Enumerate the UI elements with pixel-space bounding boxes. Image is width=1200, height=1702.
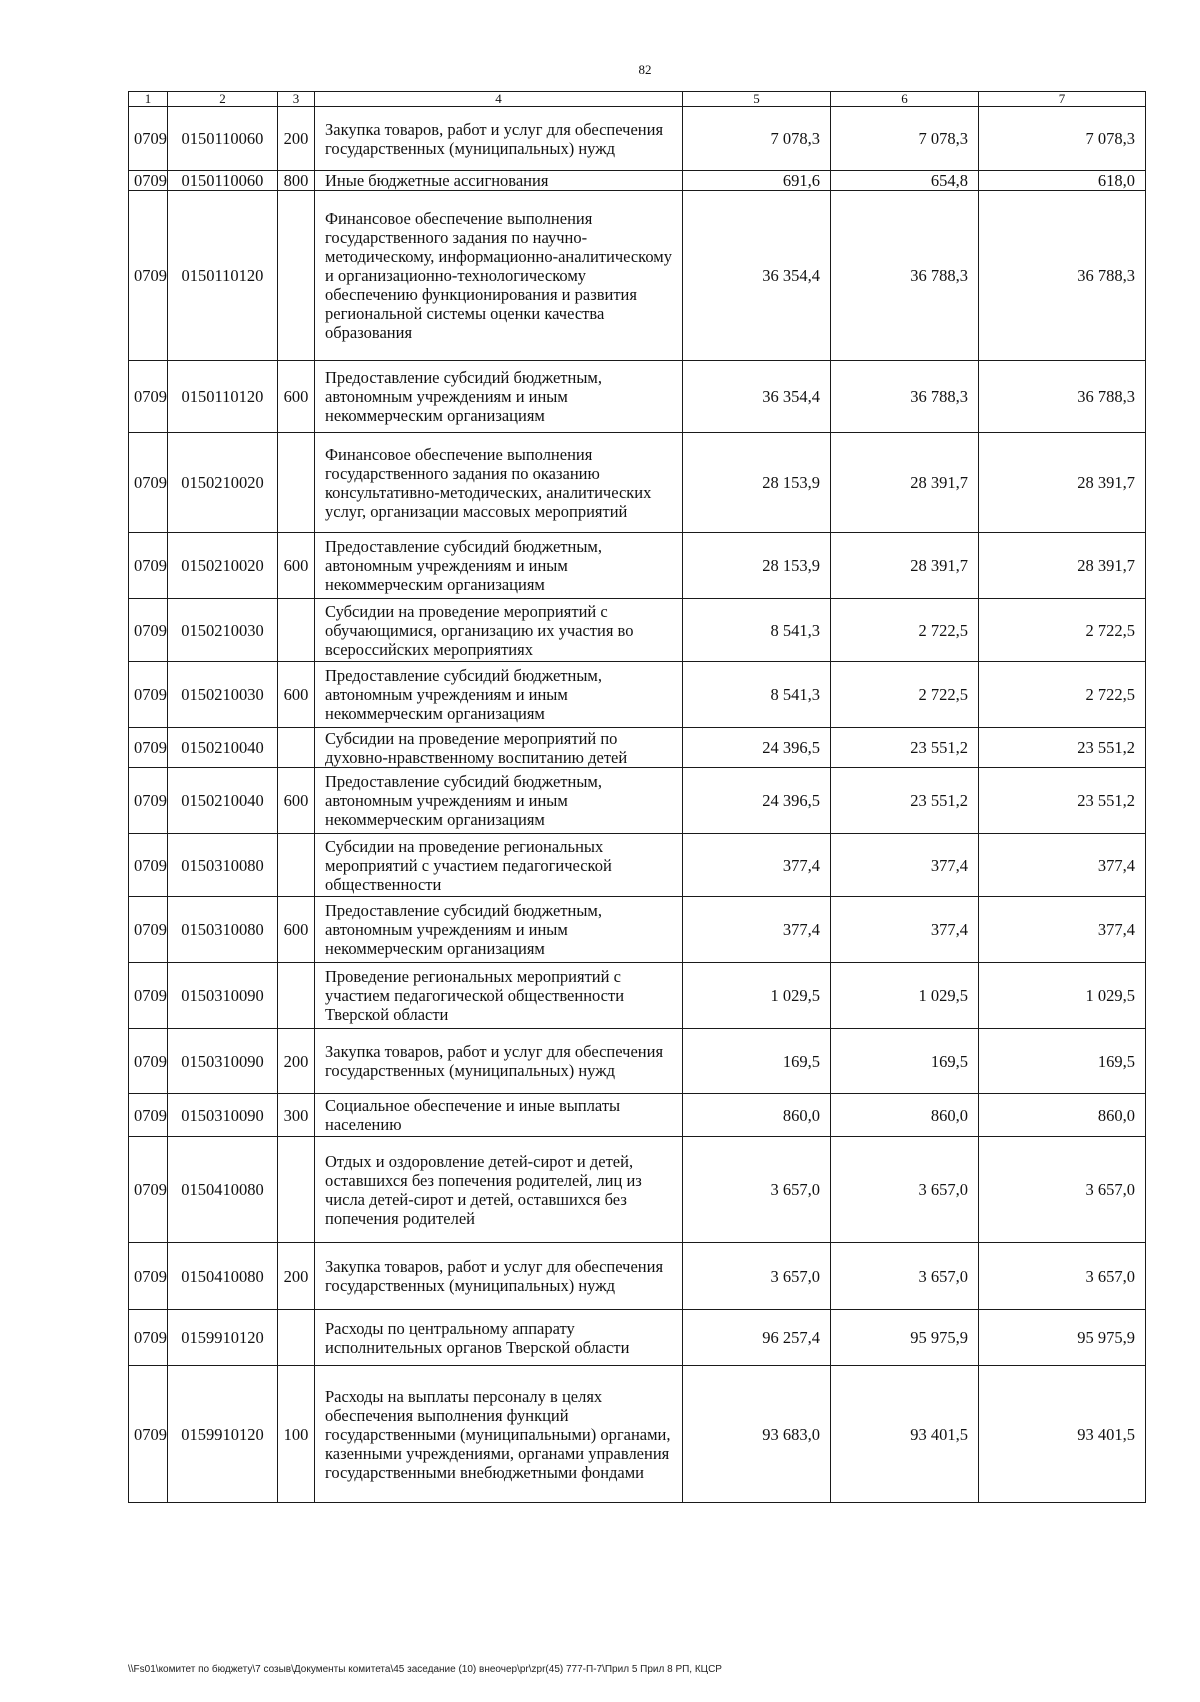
amount-year2-cell: 3 657,0 bbox=[831, 1243, 979, 1310]
table-row bbox=[129, 662, 1146, 728]
target-article-cell: 0150110060 bbox=[168, 171, 278, 191]
table-row bbox=[129, 1094, 1146, 1137]
amount-year3-cell: 23 551,2 bbox=[979, 768, 1146, 834]
section-code-cell: 0709 bbox=[129, 1137, 168, 1243]
amount-year2-cell: 23 551,2 bbox=[831, 768, 979, 834]
amount-year3-cell: 36 788,3 bbox=[979, 361, 1146, 433]
amount-year1-cell: 93 683,0 bbox=[683, 1366, 831, 1503]
section-code-cell: 0709 bbox=[129, 107, 168, 171]
amount-year2-cell: 3 657,0 bbox=[831, 1137, 979, 1243]
description-cell: Иные бюджетные ассигнования bbox=[315, 171, 683, 191]
amount-year3-cell: 1 029,5 bbox=[979, 963, 1146, 1029]
amount-year1-cell: 8 541,3 bbox=[683, 662, 831, 728]
amount-year2-cell: 654,8 bbox=[831, 171, 979, 191]
expense-type-cell: 200 bbox=[278, 1243, 315, 1310]
amount-year3-cell: 3 657,0 bbox=[979, 1243, 1146, 1310]
table-row bbox=[129, 361, 1146, 433]
amount-year3-cell: 3 657,0 bbox=[979, 1137, 1146, 1243]
expense-type-cell bbox=[278, 433, 315, 533]
table-row bbox=[129, 1029, 1146, 1094]
target-article-cell: 0150410080 bbox=[168, 1137, 278, 1243]
amount-year1-cell: 3 657,0 bbox=[683, 1137, 831, 1243]
expense-type-cell: 200 bbox=[278, 107, 315, 171]
expense-type-cell bbox=[278, 834, 315, 897]
description-cell: Финансовое обеспечение выполнения государственного задания по научно-методическому, информационно-аналитическому и организационно-технологическому обеспечению функционирования и развития региональной системы оценки качества образования bbox=[315, 191, 683, 361]
target-article-cell: 0150410080 bbox=[168, 1243, 278, 1310]
amount-year2-cell: 36 788,3 bbox=[831, 361, 979, 433]
section-code-cell: 0709 bbox=[129, 897, 168, 963]
amount-year3-cell: 93 401,5 bbox=[979, 1366, 1146, 1503]
amount-year2-cell: 2 722,5 bbox=[831, 599, 979, 662]
column-number: 7 bbox=[979, 92, 1146, 107]
target-article-cell: 0150110060 bbox=[168, 107, 278, 171]
expense-type-cell bbox=[278, 599, 315, 662]
column-number: 4 bbox=[315, 92, 683, 107]
description-cell: Предоставление субсидий бюджетным, автономным учреждениям и иным некоммерческим организациям bbox=[315, 768, 683, 834]
expense-type-cell: 300 bbox=[278, 1094, 315, 1137]
expense-type-cell: 600 bbox=[278, 897, 315, 963]
table-row bbox=[129, 191, 1146, 361]
amount-year1-cell: 96 257,4 bbox=[683, 1310, 831, 1366]
expense-type-cell bbox=[278, 1137, 315, 1243]
section-code-cell: 0709 bbox=[129, 1029, 168, 1094]
section-code-cell: 0709 bbox=[129, 1094, 168, 1137]
amount-year3-cell: 2 722,5 bbox=[979, 599, 1146, 662]
expense-type-cell bbox=[278, 1310, 315, 1366]
amount-year2-cell: 93 401,5 bbox=[831, 1366, 979, 1503]
amount-year2-cell: 7 078,3 bbox=[831, 107, 979, 171]
description-cell: Субсидии на проведение мероприятий с обучающимися, организацию их участия во всероссийских мероприятиях bbox=[315, 599, 683, 662]
column-number: 5 bbox=[683, 92, 831, 107]
amount-year1-cell: 3 657,0 bbox=[683, 1243, 831, 1310]
amount-year3-cell: 169,5 bbox=[979, 1029, 1146, 1094]
description-cell: Закупка товаров, работ и услуг для обеспечения государственных (муниципальных) нужд bbox=[315, 107, 683, 171]
amount-year1-cell: 28 153,9 bbox=[683, 433, 831, 533]
amount-year3-cell: 7 078,3 bbox=[979, 107, 1146, 171]
target-article-cell: 0150110120 bbox=[168, 191, 278, 361]
description-cell: Закупка товаров, работ и услуг для обеспечения государственных (муниципальных) нужд bbox=[315, 1243, 683, 1310]
target-article-cell: 0150210040 bbox=[168, 728, 278, 768]
amount-year3-cell: 23 551,2 bbox=[979, 728, 1146, 768]
expense-type-cell: 600 bbox=[278, 768, 315, 834]
section-code-cell: 0709 bbox=[129, 433, 168, 533]
target-article-cell: 0150210030 bbox=[168, 599, 278, 662]
amount-year1-cell: 377,4 bbox=[683, 897, 831, 963]
amount-year3-cell: 28 391,7 bbox=[979, 533, 1146, 599]
description-cell: Предоставление субсидий бюджетным, автономным учреждениям и иным некоммерческим организациям bbox=[315, 361, 683, 433]
section-code-cell: 0709 bbox=[129, 768, 168, 834]
description-cell: Субсидии на проведение мероприятий по духовно-нравственному воспитанию детей bbox=[315, 728, 683, 768]
expense-type-cell: 200 bbox=[278, 1029, 315, 1094]
table-row bbox=[129, 433, 1146, 533]
table-row bbox=[129, 728, 1146, 768]
section-code-cell: 0709 bbox=[129, 963, 168, 1029]
amount-year1-cell: 860,0 bbox=[683, 1094, 831, 1137]
target-article-cell: 0150210020 bbox=[168, 533, 278, 599]
amount-year1-cell: 377,4 bbox=[683, 834, 831, 897]
amount-year1-cell: 1 029,5 bbox=[683, 963, 831, 1029]
section-code-cell: 0709 bbox=[129, 599, 168, 662]
amount-year3-cell: 377,4 bbox=[979, 834, 1146, 897]
amount-year3-cell: 2 722,5 bbox=[979, 662, 1146, 728]
target-article-cell: 0150310090 bbox=[168, 1094, 278, 1137]
amount-year1-cell: 36 354,4 bbox=[683, 191, 831, 361]
amount-year3-cell: 28 391,7 bbox=[979, 433, 1146, 533]
amount-year1-cell: 8 541,3 bbox=[683, 599, 831, 662]
section-code-cell: 0709 bbox=[129, 1366, 168, 1503]
column-number-row bbox=[129, 92, 1146, 107]
description-cell: Субсидии на проведение региональных мероприятий с участием педагогической общественности bbox=[315, 834, 683, 897]
amount-year1-cell: 36 354,4 bbox=[683, 361, 831, 433]
section-code-cell: 0709 bbox=[129, 1243, 168, 1310]
amount-year2-cell: 860,0 bbox=[831, 1094, 979, 1137]
amount-year1-cell: 691,6 bbox=[683, 171, 831, 191]
target-article-cell: 0150210020 bbox=[168, 433, 278, 533]
target-article-cell: 0150110120 bbox=[168, 361, 278, 433]
expense-type-cell bbox=[278, 963, 315, 1029]
page-number: 82 bbox=[638, 62, 652, 77]
section-code-cell: 0709 bbox=[129, 171, 168, 191]
amount-year3-cell: 860,0 bbox=[979, 1094, 1146, 1137]
target-article-cell: 0159910120 bbox=[168, 1310, 278, 1366]
amount-year2-cell: 1 029,5 bbox=[831, 963, 979, 1029]
description-cell: Расходы по центральному аппарату исполнительных органов Тверской области bbox=[315, 1310, 683, 1366]
description-cell: Расходы на выплаты персоналу в целях обеспечения выполнения функций государственными (муниципальными) органами, казенными учреждениями, органами управления государственными внебюджетными фондами bbox=[315, 1366, 683, 1503]
amount-year3-cell: 618,0 bbox=[979, 171, 1146, 191]
amount-year2-cell: 28 391,7 bbox=[831, 433, 979, 533]
table-row bbox=[129, 1366, 1146, 1503]
amount-year2-cell: 23 551,2 bbox=[831, 728, 979, 768]
target-article-cell: 0150210040 bbox=[168, 768, 278, 834]
amount-year3-cell: 36 788,3 bbox=[979, 191, 1146, 361]
table-row bbox=[129, 171, 1146, 191]
table-row bbox=[129, 963, 1146, 1029]
table-row bbox=[129, 533, 1146, 599]
amount-year2-cell: 169,5 bbox=[831, 1029, 979, 1094]
table-row bbox=[129, 834, 1146, 897]
description-cell: Предоставление субсидий бюджетным, автономным учреждениям и иным некоммерческим организациям bbox=[315, 897, 683, 963]
table-row bbox=[129, 1243, 1146, 1310]
amount-year2-cell: 377,4 bbox=[831, 897, 979, 963]
budget-table bbox=[128, 91, 1146, 1503]
description-cell: Проведение региональных мероприятий с участием педагогической общественности Тверской области bbox=[315, 963, 683, 1029]
target-article-cell: 0150210030 bbox=[168, 662, 278, 728]
section-code-cell: 0709 bbox=[129, 191, 168, 361]
amount-year1-cell: 28 153,9 bbox=[683, 533, 831, 599]
amount-year1-cell: 24 396,5 bbox=[683, 768, 831, 834]
expense-type-cell: 600 bbox=[278, 533, 315, 599]
column-number: 1 bbox=[129, 92, 168, 107]
amount-year2-cell: 377,4 bbox=[831, 834, 979, 897]
description-cell: Социальное обеспечение и иные выплаты населению bbox=[315, 1094, 683, 1137]
description-cell: Закупка товаров, работ и услуг для обеспечения государственных (муниципальных) нужд bbox=[315, 1029, 683, 1094]
section-code-cell: 0709 bbox=[129, 834, 168, 897]
table-row bbox=[129, 768, 1146, 834]
amount-year1-cell: 24 396,5 bbox=[683, 728, 831, 768]
table-row bbox=[129, 1137, 1146, 1243]
amount-year2-cell: 2 722,5 bbox=[831, 662, 979, 728]
description-cell: Предоставление субсидий бюджетным, автономным учреждениям и иным некоммерческим организациям bbox=[315, 662, 683, 728]
expense-type-cell: 100 bbox=[278, 1366, 315, 1503]
expense-type-cell bbox=[278, 191, 315, 361]
expense-type-cell: 600 bbox=[278, 662, 315, 728]
table-row bbox=[129, 107, 1146, 171]
footer-file-path: \\Fs01\комитет по бюджету\7 созыв\Документы комитета\45 заседание (10) внеочер\pr\zpr(45) 777-П-7\Прил 5 Прил 8 РП, КЦСР bbox=[128, 1664, 722, 1675]
column-number: 2 bbox=[168, 92, 278, 107]
target-article-cell: 0159910120 bbox=[168, 1366, 278, 1503]
column-number: 3 bbox=[278, 92, 315, 107]
section-code-cell: 0709 bbox=[129, 728, 168, 768]
expense-type-cell: 600 bbox=[278, 361, 315, 433]
description-cell: Отдых и оздоровление детей-сирот и детей, оставшихся без попечения родителей, лиц из числа детей-сирот и детей, оставшихся без попечения родителей bbox=[315, 1137, 683, 1243]
table-row bbox=[129, 897, 1146, 963]
expense-type-cell: 800 bbox=[278, 171, 315, 191]
target-article-cell: 0150310080 bbox=[168, 834, 278, 897]
description-cell: Финансовое обеспечение выполнения государственного задания по оказанию консультативно-методических, аналитических услуг, организации массовых мероприятий bbox=[315, 433, 683, 533]
target-article-cell: 0150310080 bbox=[168, 897, 278, 963]
section-code-cell: 0709 bbox=[129, 533, 168, 599]
table-row bbox=[129, 599, 1146, 662]
amount-year1-cell: 169,5 bbox=[683, 1029, 831, 1094]
section-code-cell: 0709 bbox=[129, 361, 168, 433]
target-article-cell: 0150310090 bbox=[168, 963, 278, 1029]
amount-year3-cell: 377,4 bbox=[979, 897, 1146, 963]
column-number: 6 bbox=[831, 92, 979, 107]
amount-year1-cell: 7 078,3 bbox=[683, 107, 831, 171]
target-article-cell: 0150310090 bbox=[168, 1029, 278, 1094]
section-code-cell: 0709 bbox=[129, 662, 168, 728]
amount-year2-cell: 36 788,3 bbox=[831, 191, 979, 361]
table-row bbox=[129, 1310, 1146, 1366]
description-cell: Предоставление субсидий бюджетным, автономным учреждениям и иным некоммерческим организациям bbox=[315, 533, 683, 599]
expense-type-cell bbox=[278, 728, 315, 768]
section-code-cell: 0709 bbox=[129, 1310, 168, 1366]
amount-year2-cell: 95 975,9 bbox=[831, 1310, 979, 1366]
amount-year2-cell: 28 391,7 bbox=[831, 533, 979, 599]
table-body bbox=[129, 92, 1146, 1503]
amount-year3-cell: 95 975,9 bbox=[979, 1310, 1146, 1366]
